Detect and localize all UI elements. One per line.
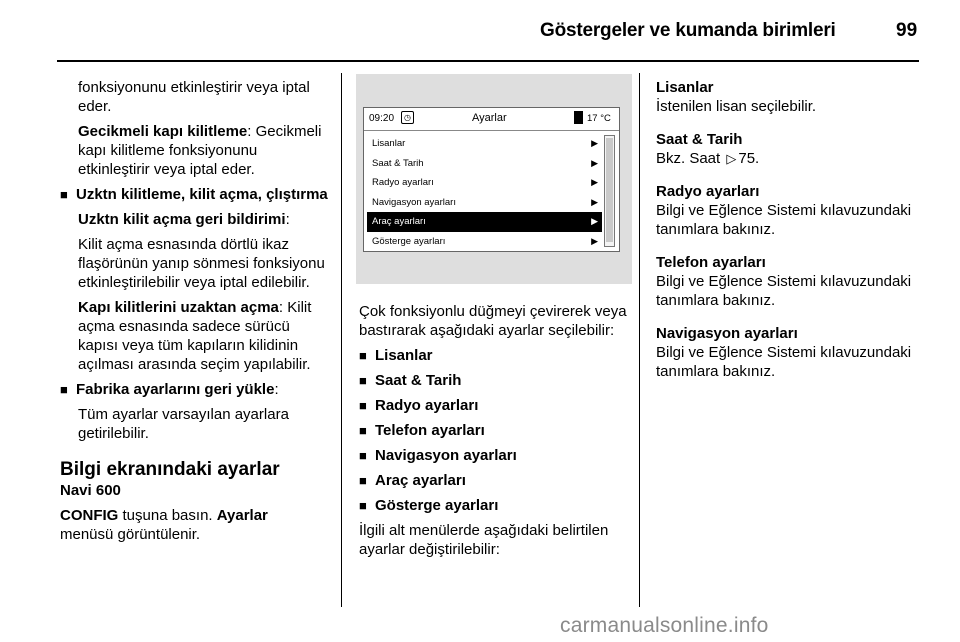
column-2 xyxy=(359,302,631,559)
text-span: tuşuna basın. xyxy=(118,507,217,524)
definition-item xyxy=(656,253,916,310)
menu-item-lisanlar[interactable] xyxy=(367,134,602,154)
bullet-text: Uzktn kilitleme, kilit açma, çlıştırma xyxy=(76,186,328,203)
scrollbar-thumb[interactable] xyxy=(606,138,613,242)
definition-title: Saat & Tarih xyxy=(656,131,743,148)
chevron-right-icon: ▶ xyxy=(591,196,598,207)
definition-item xyxy=(656,324,916,381)
definition-item xyxy=(656,182,916,239)
definition-title: Lisanlar xyxy=(656,79,714,96)
definition-title: Navigasyon ayarları xyxy=(656,325,798,342)
key-label: CONFIG xyxy=(60,507,119,524)
bullet-text: Radyo ayarları xyxy=(375,397,479,414)
paragraph xyxy=(60,210,330,229)
paragraph: Kilit açma esnasında dörtlü ikaz flaşörünün yanıp sönmesi fonksiyonu etkinleştirilebilir veya iptal edilebilir. xyxy=(78,236,325,291)
bullet-icon: ■ xyxy=(60,187,68,202)
bullet-icon: ■ xyxy=(359,398,367,413)
chevron-right-icon: ▶ xyxy=(591,157,598,168)
bullet-text: Gösterge ayarları xyxy=(375,497,499,514)
bullet-icon: ■ xyxy=(60,382,68,397)
menu-item-label: Araç ayarları xyxy=(372,216,426,227)
clock-icon: ◷ xyxy=(401,111,414,124)
page-reference-link[interactable]: 75. xyxy=(738,150,760,167)
menu-item-label: Navigasyon ayarları xyxy=(372,196,456,208)
term-desc: : Kilit açma esnasında sadece sürücü kapısı veya tüm kapıların kilidinin açılması arasında seçim yapılabilir. xyxy=(78,299,312,373)
page-number: 99 xyxy=(896,20,918,41)
definition-desc: İstenilen lisan seçilebilir. xyxy=(656,98,817,115)
paragraph: fonksiyonunu etkinleştirir veya iptal eder. xyxy=(78,79,310,115)
term-desc: : Gecikmeli kapı kilitleme fonksiyonunu etkinleştirir veya iptal eder. xyxy=(78,123,322,178)
menu-item-arac[interactable] xyxy=(367,212,602,232)
list-item xyxy=(359,371,631,390)
paragraph xyxy=(60,506,330,544)
bullet-text: Lisanlar xyxy=(375,347,433,364)
term: Fabrika ayarlarını geri yükle xyxy=(76,381,275,398)
bullet-icon: ■ xyxy=(359,473,367,488)
definition-title: Radyo ayarları xyxy=(656,183,760,200)
chevron-right-icon: ▶ xyxy=(591,216,598,226)
bullet-icon: ■ xyxy=(359,423,367,438)
list-item xyxy=(359,446,631,465)
page-header-title: Göstergeler ve kumanda birimleri xyxy=(540,20,836,41)
bullet-icon: ■ xyxy=(359,448,367,463)
list-item xyxy=(359,471,631,490)
screen-scrollbar[interactable] xyxy=(604,135,615,247)
text-span: menüsü görüntülenir. xyxy=(60,526,201,543)
term: Kapı kilitlerini uzaktan açma xyxy=(78,299,279,316)
paragraph: Tüm ayarlar varsayılan ayarlara getirilebilir. xyxy=(78,406,289,442)
screen-time: 09:20 xyxy=(369,113,395,124)
chevron-right-icon: ▶ xyxy=(591,235,598,246)
bullet-text: Araç ayarları xyxy=(375,472,466,489)
column-divider-2 xyxy=(639,73,640,607)
bullet-icon: ■ xyxy=(359,373,367,388)
menu-item-gosterge[interactable] xyxy=(367,232,602,252)
menu-item-saat-tarih[interactable] xyxy=(367,154,602,174)
menu-item-label: Lisanlar xyxy=(372,138,406,149)
list-item xyxy=(359,346,631,365)
column-3 xyxy=(656,78,916,395)
paragraph xyxy=(60,122,330,179)
definition-item xyxy=(656,78,916,116)
header-divider xyxy=(57,60,919,62)
chevron-right-icon: ▶ xyxy=(591,138,598,148)
menu-item-label: Saat & Tarih xyxy=(372,157,424,169)
bullet-icon: ■ xyxy=(359,498,367,513)
list-item xyxy=(60,185,330,204)
screen-header xyxy=(364,108,619,131)
page-reference-icon: ▷ xyxy=(726,151,737,166)
definition-desc: Bilgi ve Eğlence Sistemi kılavuzundaki tanımlara bakınız. xyxy=(656,202,912,238)
bullet-text: Navigasyon ayarları xyxy=(375,447,517,464)
term: Gecikmeli kapı kilitleme xyxy=(78,123,248,140)
bullet-text: Telefon ayarları xyxy=(375,422,485,439)
paragraph: İlgili alt menülerde aşağıdaki belirtilen ayarlar değiştirilebilir: xyxy=(359,522,609,558)
term-desc: : xyxy=(274,381,279,398)
menu-item-navigasyon[interactable] xyxy=(367,193,602,213)
definition-item xyxy=(656,130,916,168)
definition-desc xyxy=(656,149,916,168)
subheading: Navi 600 xyxy=(60,482,121,499)
settings-screen-figure xyxy=(356,74,632,284)
list-item xyxy=(359,396,631,415)
text-span: Bkz. Saat xyxy=(656,150,721,167)
column-divider-1 xyxy=(341,73,342,607)
column-1 xyxy=(60,78,330,544)
thermometer-icon xyxy=(574,111,583,124)
bullet-icon: ■ xyxy=(359,348,367,363)
paragraph: Çok fonksiyonlu düğmeyi çevirerek veya bastırarak aşağıdaki ayarlar seçilebilir: xyxy=(359,303,627,339)
list-item xyxy=(60,380,330,399)
screen-title: Ayarlar xyxy=(472,112,507,124)
bullet-text: Saat & Tarih xyxy=(375,372,462,389)
menu-item-radyo[interactable] xyxy=(367,173,602,193)
screen-menu-list xyxy=(367,134,602,251)
term-desc: : xyxy=(285,211,290,228)
section-heading: Bilgi ekranındaki ayarlar xyxy=(60,459,280,480)
bullet-text xyxy=(76,380,279,399)
display-screen xyxy=(363,107,620,252)
watermark: carmanualsonline.info xyxy=(560,614,769,637)
term: Uzktn kilit açma geri bildirimi xyxy=(78,211,286,228)
definition-title: Telefon ayarları xyxy=(656,254,766,271)
list-item xyxy=(359,421,631,440)
menu-label: Ayarlar xyxy=(216,507,268,524)
paragraph xyxy=(60,298,330,374)
menu-item-label: Gösterge ayarları xyxy=(372,235,446,247)
chevron-right-icon: ▶ xyxy=(591,177,598,187)
menu-item-label: Radyo ayarları xyxy=(372,177,434,188)
definition-desc: Bilgi ve Eğlence Sistemi kılavuzundaki tanımlara bakınız. xyxy=(656,344,912,380)
list-item xyxy=(359,496,631,515)
definition-desc: Bilgi ve Eğlence Sistemi kılavuzundaki tanımlara bakınız. xyxy=(656,273,912,309)
screen-temperature: 17 °C xyxy=(587,113,611,124)
